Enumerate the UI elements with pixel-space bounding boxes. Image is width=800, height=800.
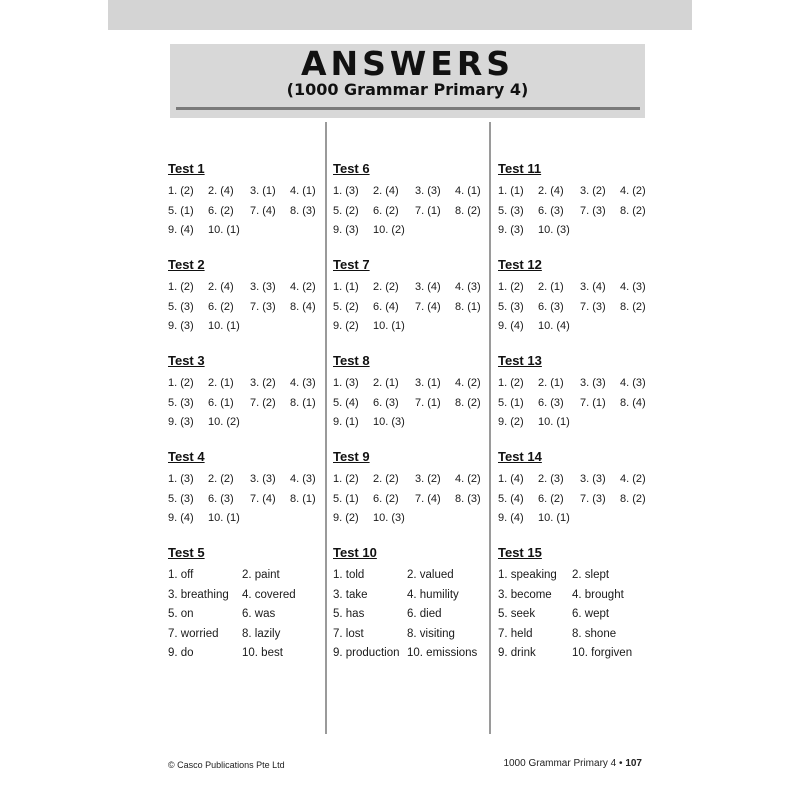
answer-item: 9. (2) — [498, 416, 524, 428]
answer-item: 10. best — [242, 647, 283, 659]
answers-grid — [333, 278, 493, 337]
answer-item: 3. (2) — [580, 185, 606, 197]
test-block — [333, 544, 493, 659]
answers-grid — [498, 374, 658, 433]
answer-item: 6. (2) — [538, 492, 564, 505]
answer-item: 3. (4) — [415, 281, 441, 293]
answer-item: 1. (1) — [333, 281, 359, 293]
answer-item: 1. (2) — [168, 377, 194, 389]
answer-item: 5. (1) — [333, 492, 359, 505]
answer-item: 9. (4) — [498, 320, 524, 332]
answer-item: 1. (3) — [333, 185, 359, 197]
answer-item: 3. (4) — [580, 281, 606, 293]
answer-item: 8. lazily — [242, 627, 281, 640]
answer-item: 10. (1) — [538, 512, 570, 524]
answer-item: 8. (1) — [455, 300, 481, 313]
answer-item: 8. (1) — [290, 396, 316, 409]
copyright-text: © Casco Publications Pte Ltd — [168, 760, 285, 770]
test-block — [333, 448, 493, 544]
answer-item: 7. (4) — [415, 492, 441, 505]
test-title: Test 7 — [333, 257, 370, 272]
answer-item: 7. (3) — [580, 204, 606, 217]
answers-grid — [333, 182, 493, 241]
answer-item: 4. (3) — [290, 473, 316, 485]
answer-item: 2. slept — [572, 569, 610, 581]
answer-item: 1. speaking — [498, 569, 557, 581]
answer-item: 2. (2) — [373, 281, 399, 293]
test-title: Test 14 — [498, 449, 542, 464]
answer-item: 5. (4) — [333, 396, 359, 409]
answer-item: 6. (3) — [538, 300, 564, 313]
answer-item: 8. (4) — [620, 396, 646, 409]
answer-item: 2. (2) — [208, 473, 234, 485]
answer-item: 8. (2) — [620, 492, 646, 505]
answer-item: 2. paint — [242, 569, 280, 581]
test-title: Test 9 — [333, 449, 370, 464]
answer-item: 1. off — [168, 569, 194, 581]
answer-item: 4. (2) — [455, 473, 481, 485]
page-number: 107 — [625, 758, 642, 769]
answer-item: 10. (4) — [538, 320, 570, 332]
answer-item: 2. (1) — [538, 281, 564, 293]
test-block — [498, 352, 658, 448]
answer-item: 5. (4) — [498, 492, 524, 505]
answer-item: 6. (3) — [538, 396, 564, 409]
answer-item: 9. (3) — [333, 224, 359, 236]
answer-item: 5. (2) — [333, 300, 359, 313]
answer-item: 5. (1) — [498, 396, 524, 409]
answer-item: 10. (3) — [373, 512, 405, 524]
test-title: Test 11 — [498, 161, 542, 176]
answer-item: 7. worried — [168, 627, 219, 640]
test-block — [168, 448, 328, 544]
answer-item: 5. (3) — [498, 300, 524, 313]
answers-column-3 — [498, 160, 658, 659]
answer-item: 10. (2) — [373, 224, 405, 236]
answer-item: 9. (1) — [333, 416, 359, 428]
answer-item: 6. (2) — [373, 492, 399, 505]
answer-item: 5. seek — [498, 608, 536, 620]
answers-grid — [168, 278, 328, 337]
answer-item: 2. (4) — [538, 185, 564, 197]
answer-item: 2. (4) — [208, 281, 234, 293]
answer-item: 5. (3) — [498, 204, 524, 217]
test-title: Test 12 — [498, 257, 542, 272]
answer-item: 8. (2) — [620, 204, 646, 217]
answer-item: 7. (1) — [415, 204, 441, 217]
test-title: Test 2 — [168, 257, 205, 272]
test-block — [498, 160, 658, 256]
answers-grid — [333, 374, 493, 433]
test-block — [168, 256, 328, 352]
answer-item: 6. wept — [572, 608, 610, 620]
test-block — [498, 544, 658, 659]
answer-item: 10. forgiven — [572, 647, 633, 659]
answers-grid — [168, 374, 328, 433]
test-title: Test 1 — [168, 161, 205, 176]
test-title: Test 6 — [333, 161, 370, 176]
answer-item: 1. told — [333, 569, 365, 581]
answer-item: 4. (3) — [620, 281, 646, 293]
answer-item: 5. has — [333, 608, 365, 620]
test-block — [168, 352, 328, 448]
answers-column-2 — [333, 160, 493, 659]
answer-item: 8. (1) — [290, 492, 316, 505]
test-block — [168, 544, 328, 659]
answer-item: 7. (3) — [580, 492, 606, 505]
test-title: Test 13 — [498, 353, 542, 368]
answer-item: 9. (2) — [333, 512, 359, 524]
book-title-footer: 1000 Grammar Primary 4 • — [503, 758, 623, 769]
answer-item: 10. (1) — [208, 224, 240, 236]
answer-item: 10. (2) — [208, 416, 240, 428]
answer-item: 2. (1) — [538, 377, 564, 389]
answer-item: 3. (1) — [250, 185, 276, 197]
answer-item: 2. valued — [407, 569, 454, 581]
answer-item: 8. (2) — [455, 396, 481, 409]
answers-grid — [498, 278, 658, 337]
answer-item: 1. (2) — [498, 377, 524, 389]
test-block — [498, 448, 658, 544]
answer-item: 2. (4) — [373, 185, 399, 197]
answer-item: 10. (1) — [208, 320, 240, 332]
answer-item: 10. (1) — [208, 512, 240, 524]
answers-grid — [168, 470, 328, 529]
answer-item: 6. (2) — [208, 204, 234, 217]
answer-item: 4. brought — [572, 588, 624, 601]
answer-item: 1. (3) — [333, 377, 359, 389]
answer-item: 7. (1) — [415, 396, 441, 409]
answer-item: 2. (1) — [208, 377, 234, 389]
answer-item: 6. (3) — [373, 396, 399, 409]
answer-item: 3. (3) — [580, 473, 606, 485]
answer-item: 3. breathing — [168, 588, 229, 601]
answer-item: 9. (3) — [498, 224, 524, 236]
answer-item: 3. (3) — [415, 185, 441, 197]
answer-item: 9. (3) — [168, 416, 194, 428]
page-subtitle: (1000 Grammar Primary 4) — [286, 80, 529, 99]
answer-item: 4. (3) — [455, 281, 481, 293]
answer-item: 4. (1) — [455, 185, 481, 197]
test-block — [168, 160, 328, 256]
word-answers-grid — [168, 566, 328, 664]
answer-item: 2. (3) — [538, 473, 564, 485]
answer-item: 3. (3) — [250, 473, 276, 485]
test-title: Test 8 — [333, 353, 370, 368]
answer-item: 8. (2) — [455, 204, 481, 217]
answer-item: 3. (1) — [415, 377, 441, 389]
answer-item: 9. production — [333, 647, 400, 659]
answer-item: 2. (4) — [208, 185, 234, 197]
word-answers-grid — [498, 566, 658, 664]
answer-item: 6. (2) — [373, 204, 399, 217]
answer-item: 9. (4) — [498, 512, 524, 524]
answer-item: 5. (2) — [333, 204, 359, 217]
answer-item: 1. (1) — [498, 185, 524, 197]
answer-item: 5. (1) — [168, 204, 194, 217]
answer-item: 3. become — [498, 588, 552, 601]
answer-item: 10. (1) — [373, 320, 405, 332]
answer-item: 9. (3) — [168, 320, 194, 332]
answer-item: 7. lost — [333, 627, 364, 640]
answer-item: 8. visiting — [407, 627, 455, 640]
answer-item: 5. (3) — [168, 492, 194, 505]
answer-item: 9. drink — [498, 647, 536, 659]
answer-item: 6. was — [242, 608, 276, 620]
answer-item: 7. (3) — [250, 300, 276, 313]
answer-item: 10. (1) — [538, 416, 570, 428]
page-title: ANSWERS — [300, 44, 515, 83]
answer-item: 4. (2) — [455, 377, 481, 389]
answer-item: 8. (2) — [620, 300, 646, 313]
answer-item: 4. (2) — [620, 185, 646, 197]
test-block — [498, 256, 658, 352]
word-answers-grid — [333, 566, 493, 664]
banner-divider — [176, 107, 640, 110]
test-title: Test 5 — [168, 545, 205, 560]
answer-item: 4. (1) — [290, 185, 316, 197]
answer-item: 5. (3) — [168, 300, 194, 313]
answer-item: 3. (3) — [580, 377, 606, 389]
answer-item: 7. (1) — [580, 396, 606, 409]
answer-item: 9. (4) — [168, 224, 194, 236]
answer-item: 6. (4) — [373, 300, 399, 313]
answer-item: 10. emissions — [407, 647, 478, 659]
answer-item: 6. (2) — [208, 300, 234, 313]
answer-item: 8. shone — [572, 627, 617, 640]
answer-item: 8. (3) — [455, 492, 481, 505]
answer-item: 10. (3) — [538, 224, 570, 236]
answer-item: 8. (4) — [290, 300, 316, 313]
answer-item: 1. (2) — [498, 281, 524, 293]
answer-item: 6. (3) — [208, 492, 234, 505]
answer-item: 8. (3) — [290, 204, 316, 217]
test-title: Test 4 — [168, 449, 205, 464]
test-title: Test 10 — [333, 545, 377, 560]
answer-item: 4. (2) — [290, 281, 316, 293]
answer-item: 9. (4) — [168, 512, 194, 524]
answers-column-1 — [168, 160, 328, 659]
answer-item: 7. held — [498, 627, 533, 640]
answer-item: 7. (4) — [415, 300, 441, 313]
answer-item: 7. (2) — [250, 396, 276, 409]
answer-item: 4. covered — [242, 588, 296, 601]
answer-item: 6. (1) — [208, 396, 234, 409]
page-footer — [503, 758, 642, 769]
answer-item: 3. take — [333, 588, 368, 601]
answer-item: 4. (3) — [290, 377, 316, 389]
answer-item: 7. (4) — [250, 492, 276, 505]
answers-grid — [333, 470, 493, 529]
answer-item: 5. on — [168, 608, 194, 620]
answer-item: 4. (2) — [620, 473, 646, 485]
test-block — [333, 256, 493, 352]
test-title: Test 3 — [168, 353, 205, 368]
answer-item: 1. (2) — [168, 281, 194, 293]
answer-item: 3. (2) — [415, 473, 441, 485]
answer-item: 1. (2) — [333, 473, 359, 485]
test-block — [333, 352, 493, 448]
answer-item: 4. humility — [407, 588, 459, 601]
answer-item: 5. (3) — [168, 396, 194, 409]
answer-item: 9. do — [168, 647, 194, 659]
test-block — [333, 160, 493, 256]
answer-item: 1. (3) — [168, 473, 194, 485]
answer-item: 3. (3) — [250, 281, 276, 293]
answer-item: 2. (1) — [373, 377, 399, 389]
test-title: Test 15 — [498, 545, 542, 560]
answer-item: 4. (3) — [620, 377, 646, 389]
answer-item: 10. (3) — [373, 416, 405, 428]
answer-item: 2. (2) — [373, 473, 399, 485]
top-gray-bar — [108, 0, 692, 30]
answer-item: 6. died — [407, 608, 442, 620]
answers-grid — [498, 470, 658, 529]
answer-item: 1. (4) — [498, 473, 524, 485]
answers-grid — [498, 182, 658, 241]
answers-grid — [168, 182, 328, 241]
answer-item: 9. (2) — [333, 320, 359, 332]
answer-item: 6. (3) — [538, 204, 564, 217]
answer-item: 1. (2) — [168, 185, 194, 197]
answer-item: 3. (2) — [250, 377, 276, 389]
answer-item: 7. (4) — [250, 204, 276, 217]
answer-item: 7. (3) — [580, 300, 606, 313]
